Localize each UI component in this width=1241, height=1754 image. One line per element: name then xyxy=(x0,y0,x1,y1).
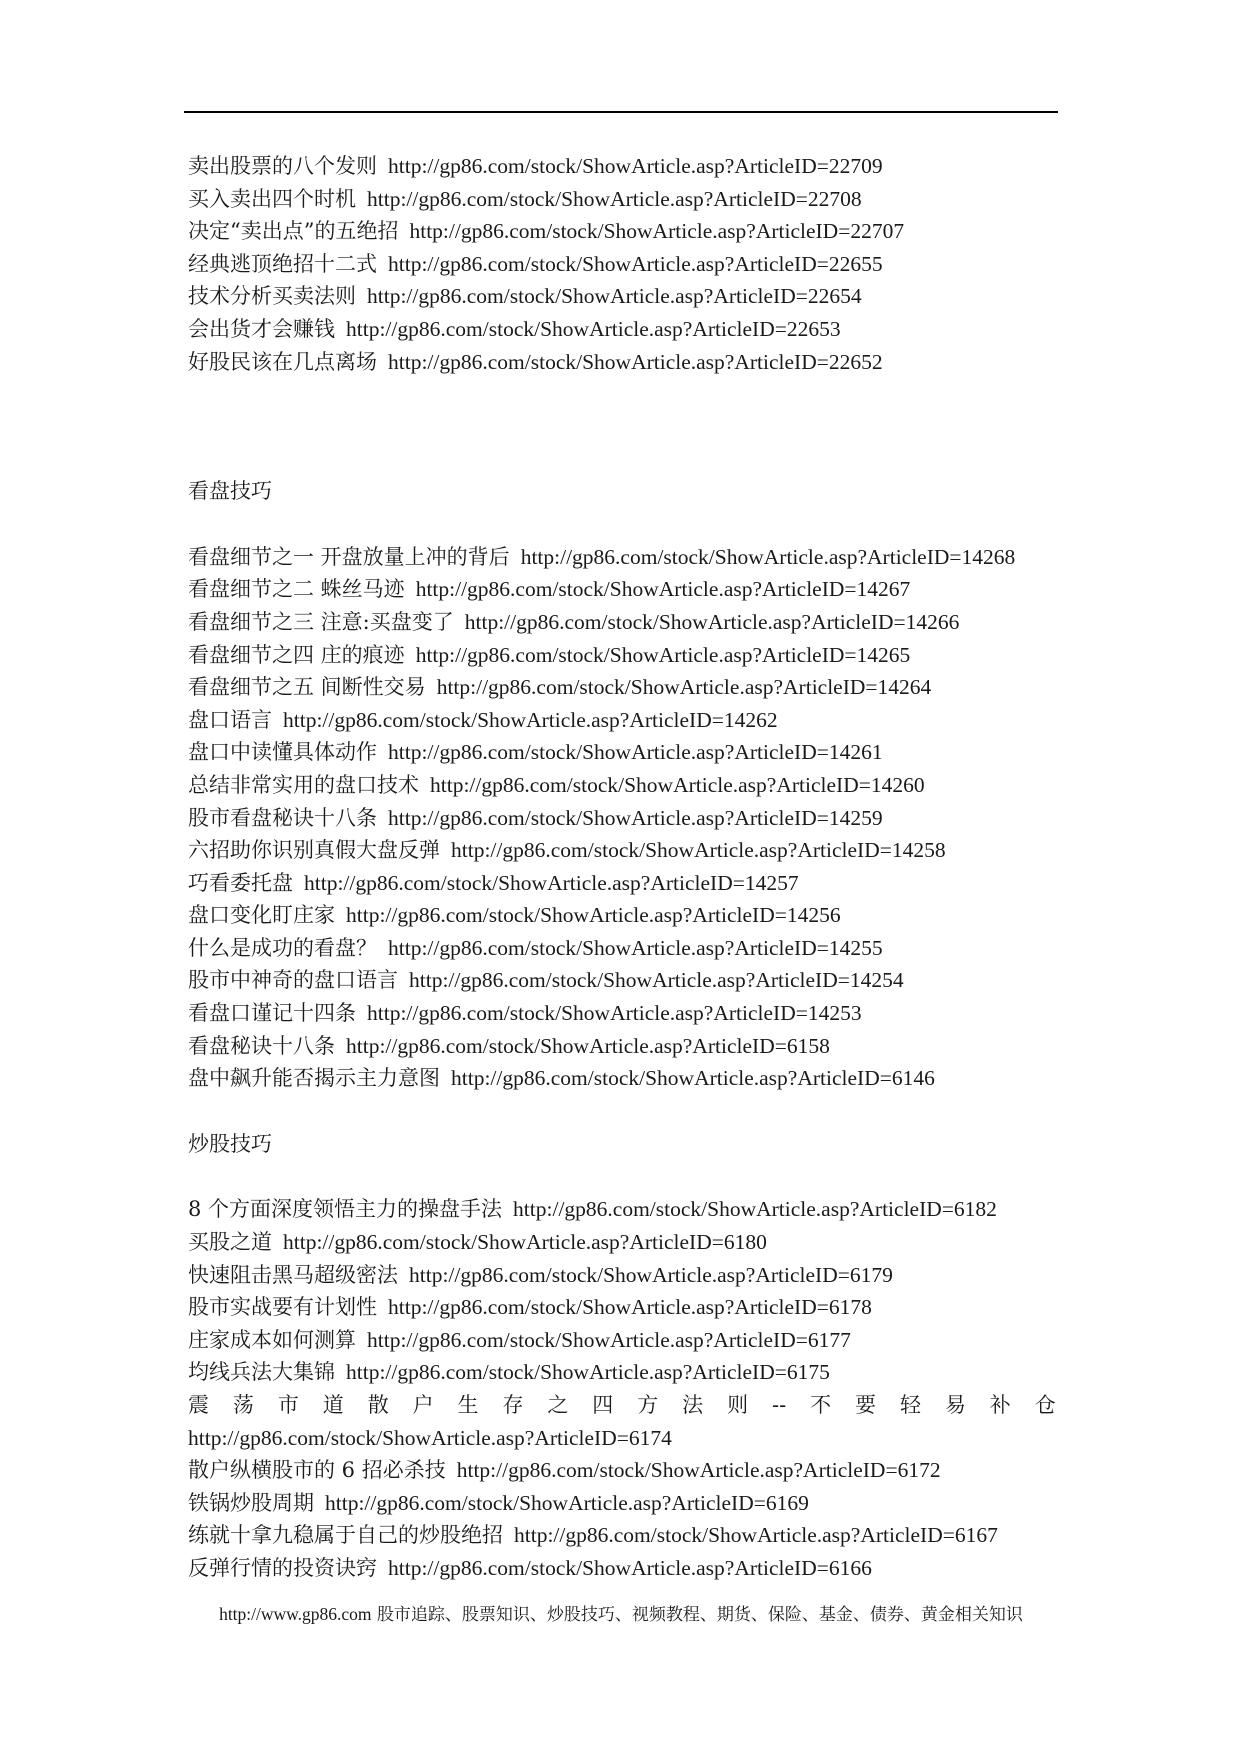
list-item xyxy=(188,248,1056,281)
article-link[interactable]: http://gp86.com/stock/ShowArticle.asp?ArticleID=22708 xyxy=(367,186,862,211)
article-link[interactable]: http://gp86.com/stock/ShowArticle.asp?ArticleID=6166 xyxy=(388,1555,872,1580)
section-heading: 炒股技巧 xyxy=(188,1131,272,1156)
title-glyph: 要 xyxy=(855,1393,877,1417)
article-title: 股市看盘秘诀十八条 xyxy=(188,805,377,830)
list-item xyxy=(188,1454,1056,1487)
title-glyph: 户 xyxy=(412,1393,434,1417)
title-glyph: 荡 xyxy=(232,1393,254,1417)
article-link[interactable]: http://gp86.com/stock/ShowArticle.asp?ArticleID=22654 xyxy=(367,284,862,309)
article-link[interactable]: http://gp86.com/stock/ShowArticle.asp?ArticleID=14267 xyxy=(415,577,911,602)
article-title: 看盘细节之五 间断性交易 xyxy=(188,675,426,700)
title-glyph: 四 xyxy=(592,1393,614,1417)
article-link[interactable]: http://gp86.com/stock/ShowArticle.asp?ArticleID=14262 xyxy=(283,707,778,732)
title-glyph: 轻 xyxy=(899,1393,921,1417)
list-item xyxy=(188,215,1056,248)
article-link[interactable]: http://gp86.com/stock/ShowArticle.asp?ArticleID=14253 xyxy=(367,1001,862,1026)
list-item xyxy=(188,150,1056,183)
article-title: 盘口中读懂具体动作 xyxy=(188,740,377,765)
list-item xyxy=(188,997,1056,1030)
article-link[interactable]: http://gp86.com/stock/ShowArticle.asp?ArticleID=14266 xyxy=(464,609,960,634)
article-title: 看盘秘诀十八条 xyxy=(188,1033,335,1058)
list-item xyxy=(188,1062,1056,1095)
article-title: 快速阻击黑马超级密法 xyxy=(188,1262,398,1287)
document-body xyxy=(188,150,1056,1585)
article-title: 好股民该在几点离场 xyxy=(188,349,377,374)
list-item xyxy=(188,573,1056,606)
title-glyph: 仓 xyxy=(1034,1393,1056,1417)
article-title: 看盘细节之四 庄的痕迹 xyxy=(188,642,405,667)
article-link[interactable]: http://gp86.com/stock/ShowArticle.asp?ArticleID=22707 xyxy=(409,219,905,244)
article-link[interactable]: http://gp86.com/stock/ShowArticle.asp?ArticleID=6174 xyxy=(188,1425,672,1450)
article-title: 什么是成功的看盘？ xyxy=(188,935,377,960)
title-glyph: 生 xyxy=(457,1393,479,1417)
list-item xyxy=(188,834,1056,867)
article-title: 看盘细节之二 蛛丝马迹 xyxy=(188,577,405,602)
list-item xyxy=(188,1487,1056,1520)
footer-description: 股市追踪、股票知识、炒股技巧、视频教程、期货、保险、基金、债券、黄金相关知识 xyxy=(376,1605,1023,1625)
article-link[interactable]: http://gp86.com/stock/ShowArticle.asp?ArticleID=14256 xyxy=(346,903,841,928)
heading-spacer xyxy=(188,508,1056,541)
list-item xyxy=(188,704,1056,737)
article-link[interactable]: http://gp86.com/stock/ShowArticle.asp?ArticleID=22653 xyxy=(346,316,841,341)
article-link[interactable]: http://gp86.com/stock/ShowArticle.asp?ArticleID=6179 xyxy=(409,1262,893,1287)
list-item xyxy=(188,1226,1056,1259)
heading-spacer xyxy=(188,1160,1056,1193)
list-item xyxy=(188,671,1056,704)
article-title: 均线兵法大集锦 xyxy=(188,1360,335,1385)
article-title: 总结非常实用的盘口技术 xyxy=(188,772,419,797)
list-item xyxy=(188,280,1056,313)
article-link[interactable]: http://gp86.com/stock/ShowArticle.asp?ArticleID=6182 xyxy=(513,1197,997,1222)
article-link[interactable]: http://gp86.com/stock/ShowArticle.asp?ArticleID=6180 xyxy=(283,1230,767,1255)
article-title: 盘口语言 xyxy=(188,707,272,732)
list-item xyxy=(188,867,1056,900)
section-spacer xyxy=(188,378,1056,475)
article-title: 散户纵横股市的 6 招必杀技 xyxy=(188,1458,446,1483)
title-glyph: 散 xyxy=(367,1393,389,1417)
article-title: 决定“卖出点”的五绝招 xyxy=(188,219,399,244)
page-footer xyxy=(184,1602,1058,1627)
article-title: 技术分析买卖法则 xyxy=(188,284,356,309)
list-item xyxy=(188,183,1056,216)
title-glyph: 道 xyxy=(322,1393,344,1417)
list-item xyxy=(188,736,1056,769)
title-glyph: 不 xyxy=(810,1393,832,1417)
list-item xyxy=(188,899,1056,932)
article-link[interactable]: http://gp86.com/stock/ShowArticle.asp?ArticleID=6172 xyxy=(456,1458,941,1483)
section-heading: 看盘技巧 xyxy=(188,479,272,504)
list-item xyxy=(188,639,1056,672)
article-title: 8 个方面深度领悟主力的操盘手法 xyxy=(188,1197,503,1222)
article-link[interactable]: http://gp86.com/stock/ShowArticle.asp?ArticleID=14257 xyxy=(304,870,799,895)
list-item xyxy=(188,802,1056,835)
article-link[interactable]: http://gp86.com/stock/ShowArticle.asp?ArticleID=22652 xyxy=(388,349,883,374)
article-title: 看盘口谨记十四条 xyxy=(188,1001,356,1026)
article-title: 会出货才会赚钱 xyxy=(188,316,335,341)
article-title: 股市中神奇的盘口语言 xyxy=(188,968,398,993)
article-link[interactable]: http://gp86.com/stock/ShowArticle.asp?ArticleID=14259 xyxy=(388,805,883,830)
article-link[interactable]: http://gp86.com/stock/ShowArticle.asp?ArticleID=14258 xyxy=(451,838,946,863)
article-link[interactable]: http://gp86.com/stock/ShowArticle.asp?ArticleID=6178 xyxy=(388,1295,872,1320)
title-glyph: 易 xyxy=(944,1393,966,1417)
list-item xyxy=(188,313,1056,346)
list-item xyxy=(188,1356,1056,1389)
title-glyph: 补 xyxy=(989,1393,1011,1417)
list-item xyxy=(188,964,1056,997)
article-title: 卖出股票的八个发则 xyxy=(188,154,377,178)
article-link[interactable]: http://gp86.com/stock/ShowArticle.asp?ArticleID=6158 xyxy=(346,1033,830,1058)
article-link[interactable]: http://gp86.com/stock/ShowArticle.asp?ArticleID=6146 xyxy=(451,1066,935,1091)
footer-site-link[interactable]: http://www.gp86.com xyxy=(219,1604,372,1624)
list-item xyxy=(188,1324,1056,1357)
article-title: 经典逃顶绝招十二式 xyxy=(188,251,377,276)
article-title: 买入卖出四个时机 xyxy=(188,186,356,211)
article-title: 庄家成本如何测算 xyxy=(188,1327,356,1352)
list-item xyxy=(188,346,1056,379)
article-link[interactable]: http://gp86.com/stock/ShowArticle.asp?ArticleID=6169 xyxy=(325,1490,809,1515)
title-glyph: 之 xyxy=(547,1393,569,1417)
title-glyph: 方 xyxy=(637,1393,659,1417)
article-link[interactable]: http://gp86.com/stock/ShowArticle.asp?ArticleID=22709 xyxy=(388,154,883,178)
list-item xyxy=(188,1519,1056,1552)
title-glyph: 存 xyxy=(502,1393,524,1417)
list-item xyxy=(188,541,1056,574)
article-link[interactable]: http://gp86.com/stock/ShowArticle.asp?ArticleID=6167 xyxy=(514,1523,998,1548)
header-rule xyxy=(184,111,1058,113)
article-link[interactable]: http://gp86.com/stock/ShowArticle.asp?ArticleID=14268 xyxy=(520,544,1016,569)
list-item-title xyxy=(188,1389,1056,1422)
article-title: 铁锅炒股周期 xyxy=(188,1490,314,1515)
article-link[interactable]: http://gp86.com/stock/ShowArticle.asp?ArticleID=6175 xyxy=(346,1360,830,1385)
list-item xyxy=(188,1030,1056,1063)
article-link[interactable]: http://gp86.com/stock/ShowArticle.asp?ArticleID=14260 xyxy=(430,772,925,797)
article-link[interactable]: http://gp86.com/stock/ShowArticle.asp?ArticleID=14254 xyxy=(409,968,904,993)
article-link[interactable]: http://gp86.com/stock/ShowArticle.asp?ArticleID=22655 xyxy=(388,251,883,276)
article-title: 看盘细节之一 开盘放量上冲的背后 xyxy=(188,544,510,569)
list-item xyxy=(188,769,1056,802)
article-title: 看盘细节之三 注意:买盘变了 xyxy=(188,609,454,634)
list-item xyxy=(188,606,1056,639)
title-glyph: 市 xyxy=(277,1393,299,1417)
article-link[interactable]: http://gp86.com/stock/ShowArticle.asp?ArticleID=14265 xyxy=(415,642,911,667)
article-title: 反弹行情的投资诀窍 xyxy=(188,1555,377,1580)
list-item xyxy=(188,1552,1056,1585)
list-item xyxy=(188,1291,1056,1324)
list-item xyxy=(188,932,1056,965)
article-title: 巧看委托盘 xyxy=(188,870,293,895)
article-link[interactable]: http://gp86.com/stock/ShowArticle.asp?ArticleID=14261 xyxy=(388,740,883,765)
article-title: 买股之道 xyxy=(188,1230,272,1255)
section-spacer xyxy=(188,1095,1056,1128)
article-title: 股市实战要有计划性 xyxy=(188,1295,377,1320)
article-title: 练就十拿九稳属于自己的炒股绝招 xyxy=(188,1523,503,1548)
list-item xyxy=(188,1422,1056,1455)
list-item xyxy=(188,1193,1056,1226)
article-title: 盘中飙升能否揭示主力意图 xyxy=(188,1066,440,1091)
article-link[interactable]: http://gp86.com/stock/ShowArticle.asp?ArticleID=14255 xyxy=(388,935,883,960)
article-link[interactable]: http://gp86.com/stock/ShowArticle.asp?ArticleID=6177 xyxy=(367,1327,851,1352)
article-title: 盘口变化盯庄家 xyxy=(188,903,335,928)
title-glyph: -- xyxy=(771,1393,787,1417)
title-glyph: 法 xyxy=(682,1393,704,1417)
article-title: 六招助你识别真假大盘反弹 xyxy=(188,838,440,863)
title-glyph: 则 xyxy=(727,1393,749,1417)
article-link[interactable]: http://gp86.com/stock/ShowArticle.asp?ArticleID=14264 xyxy=(436,675,932,700)
title-glyph: 震 xyxy=(188,1393,209,1417)
list-item xyxy=(188,1259,1056,1292)
